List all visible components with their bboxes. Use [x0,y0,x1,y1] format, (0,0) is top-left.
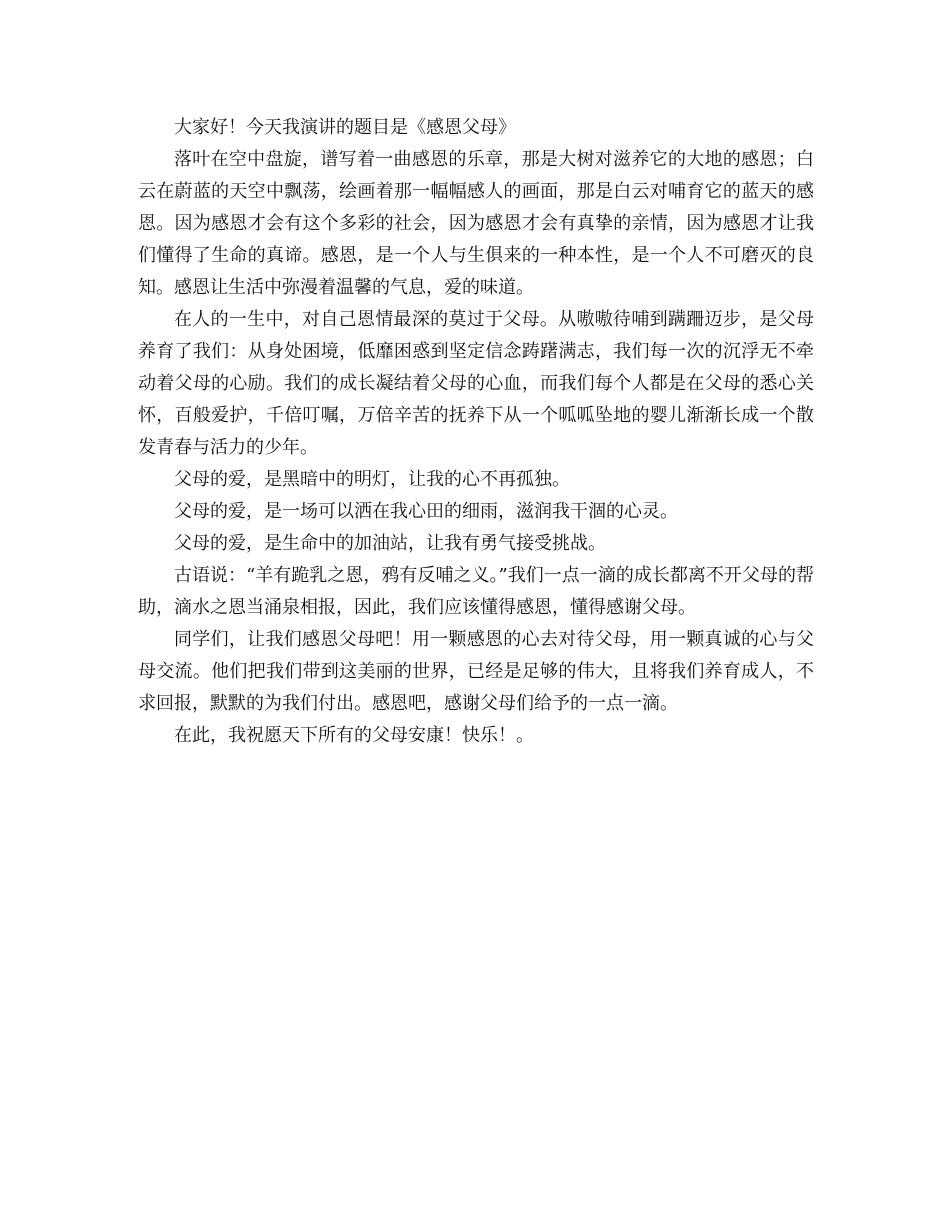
paragraph-love-rain: 父母的爱，是一场可以洒在我心田的细雨，滋润我干涸的心灵。 [174,501,678,522]
document-body [138,112,814,752]
paragraph-love-lamp: 父母的爱，是黑暗中的明灯，让我的心不再孤独。 [174,469,570,490]
paragraph-proverb: 古语说：“羊有跪乳之恩，鸦有反哺之义。”我们一点一滴的成长都离不开父母的帮助，滴水之恩当涌泉相报，因此，我们应该懂得感恩，懂得感谢父母。 [138,565,814,618]
paragraph-gratitude-nature: 落叶在空中盘旋，谱写着一曲感恩的乐章，那是大树对滋养它的大地的感恩；白云在蔚蓝的天空中飘荡，绘画着那一幅幅感人的画面，那是白云对哺育它的蓝天的感恩。因为感恩才会有这个多彩的社会，因为感恩才会有真挚的亲情，因为感恩才让我们懂得了生命的真谛。感恩，是一个人与生俱来的一种本性，是一个人不可磨灭的良知。感恩让生活中弥漫着温馨的气息，爱的味道。 [138,149,814,298]
paragraph-parents-care: 在人的一生中，对自己恩情最深的莫过于父母。从嗷嗷待哺到蹒跚迈步，是父母养育了我们：从身处困境，低靡困惑到坚定信念踌躇满志，我们每一次的沉浮无不牵动着父母的心励。我们的成长凝结着父母的心血，而我们每个人都是在父母的悉心关怀，百般爱护，千倍叮嘱，万倍辛苦的抚养下从一个呱呱坠地的婴儿渐渐长成一个散发青春与活力的少年。 [138,309,814,458]
paragraph-greeting: 大家好！今天我演讲的题目是《感恩父母》 [174,117,516,138]
paragraph-call-to-action: 同学们，让我们感恩父母吧！用一颗感恩的心去对待父母，用一颗真诚的心与父母交流。他们把我们带到这美丽的世界，已经是足够的伟大，且将我们养育成人，不求回报，默默的为我们付出。感恩吧，感谢父母们给予的一点一滴。 [138,629,814,714]
paragraph-love-station: 父母的爱，是生命中的加油站，让我有勇气接受挑战。 [174,533,606,554]
paragraph-closing: 在此，我祝愿天下所有的父母安康！快乐！。 [174,725,534,746]
